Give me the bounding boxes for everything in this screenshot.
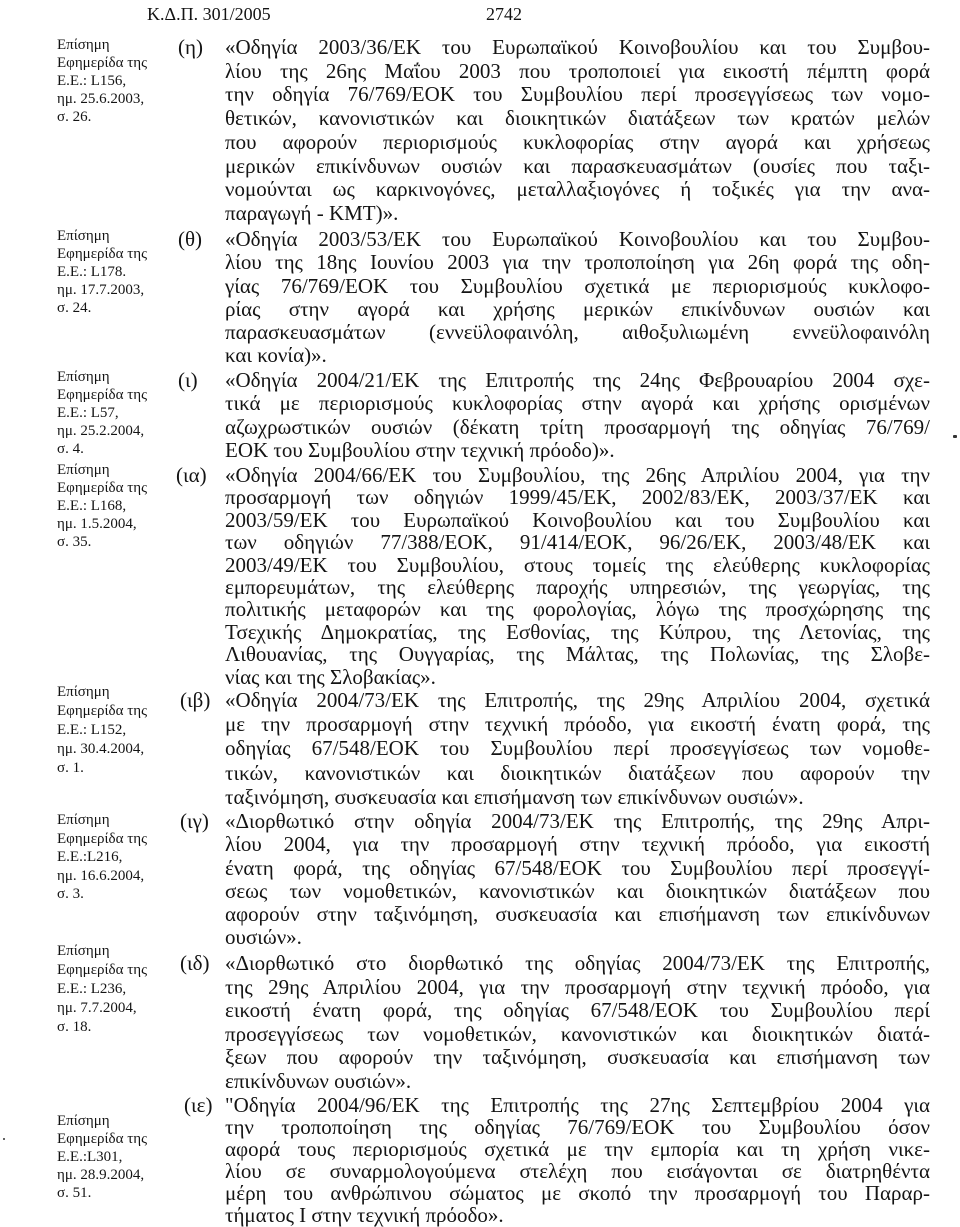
- text-line: εμπορευμάτων, της ελεύθερης παροχής υπηρεσιών, της γεωργίας, της: [225, 575, 930, 600]
- margin-note-line: Εφημερίδα της: [57, 962, 148, 978]
- margin-note-line: Επίσημη: [57, 37, 110, 53]
- text-line: "Οδηγία 2004/96/ΕΚ της Επιτροπής της 27ης Σεπτεμβρίου 2004 για: [225, 1093, 930, 1117]
- margin-note-line: Επίσημη: [57, 943, 110, 959]
- item-label: (θ): [178, 227, 203, 251]
- item-label: (η): [178, 35, 203, 59]
- text-line: που αφορούν περιορισμούς κυκλοφορίας στην αγορά και χρήσεως: [225, 129, 930, 154]
- item-label: (ιδ): [180, 951, 210, 975]
- margin-note-line: Ε.Ε.:L216,: [57, 849, 123, 865]
- text-line: «Διορθωτικό στην οδηγία 2004/73/ΕΚ της Επιτροπής, της 29ης Απρι-: [225, 809, 930, 833]
- margin-note-3: [57, 368, 147, 458]
- text-line: παρασκευασμάτων (εννεϋλοφαινόλη, αιθοξυλιωμένη εννεϋλοφαινόλη: [225, 320, 930, 345]
- margin-note-7: [57, 942, 147, 1037]
- margin-note-line: Επίσημη: [57, 812, 110, 828]
- text-line: ουσιών».: [225, 925, 302, 950]
- item-text: [225, 464, 930, 688]
- text-line: σεως των νομοθετικών, κανονιστικών και διοικητικών διατάξεων που: [225, 878, 930, 903]
- text-line: ταξινόμηση, συσκευασία και επισήμανση των επικίνδυνων ουσιών».: [225, 784, 804, 809]
- margin-note-line: ημ. 30.4.2004,: [57, 741, 145, 757]
- text-line: της 29ης Απριλίου 2004, για την προσαρμογή στην τεχνική πρόοδο, για: [225, 974, 930, 999]
- text-line: την τροποποίηση της οδηγίας 76/769/ΕΟΚ του Συμβουλίου όσον: [225, 1115, 930, 1139]
- margin-note-line: ημ. 7.7.2004,: [57, 1000, 137, 1016]
- item-label: (ιε): [184, 1093, 213, 1117]
- item-label: (ια): [176, 463, 207, 487]
- item-text: [225, 369, 930, 462]
- margin-note-line: σ. 51.: [57, 1185, 92, 1201]
- margin-note-line: ημ. 16.6.2004,: [57, 867, 145, 884]
- running-header-title: Κ.Δ.Π. 301/2005: [147, 4, 271, 24]
- text-line: με την προσαρμογή στην τεχνική πρόοδο, για εικοστή ένατη φορά, της: [225, 712, 930, 737]
- margin-note-line: ημ. 25.2.2004,: [57, 423, 145, 439]
- text-line: αφορούν στην ταξινόμηση, συσκευασία και επισήμανση των επικίνδυνων: [225, 902, 930, 927]
- margin-note-line: ημ. 17.7.2003,: [57, 282, 145, 298]
- text-line: ένατη φορά, της οδηγίας 67/548/ΕΟΚ του Συμβουλίου περί προσεγγί-: [225, 855, 930, 880]
- margin-note-5: [57, 683, 147, 778]
- text-line: νίας και της Σλοβακίας».: [225, 664, 436, 689]
- margin-note-line: Επίσημη: [57, 228, 110, 244]
- text-line: μερικών επικίνδυνων ουσιών και παρασκευασμάτων (ουσίες που ταξι-: [225, 153, 930, 178]
- text-line: προσαρμογή των οδηγιών 1999/45/ΕΚ, 2002/83/ΕΚ, 2003/37/ΕΚ και: [225, 485, 930, 510]
- text-line: γίας 76/769/ΕΟΚ του Συμβουλίου σχετικά με περιορισμούς κυκλοφο-: [225, 273, 930, 298]
- text-line: λίου σε συναρμολογούμενα στελέχη που εισάγονται σε διατρηθέντα: [225, 1159, 930, 1183]
- margin-note-line: σ. 18.: [57, 1019, 92, 1035]
- margin-note-line: Εφημερίδα της: [57, 830, 148, 847]
- text-line: «Οδηγία 2004/21/ΕΚ της Επιτροπής της 24ης Φεβρουαρίου 2004 σχε-: [225, 368, 930, 392]
- text-line: και κονία)».: [225, 343, 327, 368]
- margin-note-1: [57, 36, 147, 126]
- item-text: [225, 1094, 930, 1226]
- margin-note-line: Ε.Ε.:L301,: [57, 1149, 123, 1165]
- item-text: [225, 688, 930, 809]
- margin-note-line: ημ. 28.9.2004,: [57, 1167, 145, 1183]
- text-line: ρίας στην αγορά και χρήσης μερικών επικίνδυνων ουσιών και: [225, 296, 930, 321]
- text-line: λίου 2004, για την προσαρμογή στην τεχνική πρόοδο, για εικοστή: [225, 832, 930, 857]
- margin-note-line: σ. 26.: [57, 109, 92, 125]
- text-line: μέρη του ανθρώπινου σώματος με σκοπό την προσαρμογή του Παραρ-: [225, 1181, 930, 1205]
- text-line: τικά με περιορισμούς κυκλοφορίας στην αγορά και χρήσης ορισμένων: [225, 391, 930, 416]
- item-text: [225, 810, 930, 950]
- margin-note-8: [57, 1112, 147, 1202]
- margin-note-line: Επίσημη: [57, 1113, 110, 1129]
- margin-note-6: [57, 811, 147, 904]
- item-text: [225, 228, 930, 368]
- margin-note-line: ημ. 25.6.2003,: [57, 91, 145, 107]
- text-line: οδηγίας 67/548/ΕΟΚ του Συμβουλίου περί προσεγγίσεως των νομοθε-: [225, 736, 930, 761]
- text-line: Λιθουανίας, της Ουγγαρίας, της Μάλτας, της Πολωνίας, της Σλοβε-: [225, 642, 930, 667]
- text-line: ΕΟΚ του Συμβουλίου στην τεχνική πρόοδο)».: [225, 437, 615, 462]
- item-text: [225, 36, 930, 226]
- text-line: εικοστή ένατη φορά, της οδηγίας 67/548/ΕΟΚ του Συμβουλίου περί: [225, 998, 930, 1023]
- text-line: πολιτικής μεταφορών και της φορολογίας, λόγω της προσχώρησης της: [225, 597, 930, 622]
- margin-note-2: [57, 227, 147, 317]
- item-text: [225, 952, 930, 1094]
- scan-speck: [3, 1138, 5, 1140]
- margin-note-line: Ε.Ε.: L236,: [57, 981, 127, 997]
- margin-note-line: Εφημερίδα της: [57, 55, 148, 71]
- margin-note-line: σ. 4.: [57, 441, 84, 457]
- margin-note-line: Ε.Ε.: L156,: [57, 73, 127, 89]
- text-line: θετικών, κανονιστικών και διοικητικών διατάξεων των κρατών μελών: [225, 106, 930, 131]
- margin-note-line: Επίσημη: [57, 369, 110, 385]
- text-line: ξεων που αφορούν την ταξινόμηση, συσκευασία και επισήμανση των: [225, 1045, 930, 1070]
- text-line: παραγωγή - ΚΜΤ)».: [225, 200, 399, 225]
- margin-note-line: σ. 35.: [57, 534, 92, 550]
- text-line: αφορά τους περιορισμούς σχετικά με την εμπορία και τη χρήση νικε-: [225, 1137, 930, 1161]
- text-line: τήματος Ι στην τεχνική πρόοδο».: [225, 1203, 504, 1227]
- scan-speck: [953, 435, 957, 438]
- text-line: την οδηγία 76/769/ΕΟΚ του Συμβουλίου περί προσεγγίσεως των νομο-: [225, 82, 930, 107]
- page-number: 2742: [486, 4, 522, 24]
- text-line: «Οδηγία 2004/66/ΕΚ του Συμβουλίου, της 26ης Απριλίου 2004, για την: [225, 463, 930, 487]
- item-label: (ι): [178, 368, 198, 392]
- text-line: λίου της 18ης Ιουνίου 2003 για την τροποποίηση για 26η φορά της οδη-: [225, 250, 930, 275]
- text-line: προσεγγίσεως των νομοθετικών, κανονιστικών και διοικητικών διατά-: [225, 1021, 930, 1046]
- margin-note-line: Εφημερίδα της: [57, 387, 148, 403]
- margin-note-line: Εφημερίδα της: [57, 480, 148, 496]
- text-line: αζωχρωστικών ουσιών (δέκατη τρίτη προσαρμογή της οδηγίας 76/769/: [225, 414, 930, 439]
- margin-note-line: Ε.Ε.: L152,: [57, 722, 127, 738]
- text-line: των οδηγιών 77/388/ΕΟΚ, 91/414/ΕΟΚ, 96/26/ΕΚ, 2003/48/ΕΚ και: [225, 530, 930, 555]
- margin-note-line: σ. 24.: [57, 300, 92, 316]
- text-line: λίου της 26ης Μαΐου 2003 που τροποποιεί για εικοστή πέμπτη φορά: [225, 58, 930, 83]
- text-line: 2003/49/ΕΚ του Συμβουλίου, στους τομείς της ελεύθερης κυκλοφορίας: [225, 552, 930, 577]
- margin-note-4: [57, 461, 147, 551]
- margin-note-line: Ε.Ε.: L178.: [57, 264, 127, 280]
- margin-note-line: Εφημερίδα της: [57, 1131, 148, 1147]
- text-line: «Οδηγία 2003/36/ΕΚ του Ευρωπαϊκού Κοινοβουλίου και του Συμβου-: [225, 35, 930, 59]
- margin-note-line: Επίσημη: [57, 684, 110, 700]
- text-line: «Οδηγία 2004/73/ΕΚ της Επιτροπής, της 29ης Απριλίου 2004, σχετικά: [225, 688, 930, 712]
- margin-note-line: Ε.Ε.: L57,: [57, 405, 119, 421]
- margin-note-line: Επίσημη: [57, 462, 110, 478]
- text-line: επικίνδυνων ουσιών».: [225, 1068, 412, 1093]
- text-line: «Οδηγία 2003/53/ΕΚ του Ευρωπαϊκού Κοινοβουλίου και του Συμβου-: [225, 227, 930, 251]
- item-label: (ιβ): [180, 688, 211, 712]
- text-line: Τσεχικής Δημοκρατίας, της Εσθονίας, της Κύπρου, της Λετονίας, της: [225, 619, 930, 644]
- margin-note-line: ημ. 1.5.2004,: [57, 516, 137, 532]
- text-line: 2003/59/ΕΚ του Ευρωπαϊκού Κοινοβουλίου και του Συμβουλίου και: [225, 507, 930, 532]
- text-line: «Διορθωτικό στο διορθωτικό της οδηγίας 2004/73/ΕΚ της Επιτροπής,: [225, 951, 930, 975]
- margin-note-line: Εφημερίδα της: [57, 246, 148, 262]
- text-line: νομούνται ως καρκινογόνες, μεταλλαξιογόνες ή τοξικές για την ανα-: [225, 177, 930, 202]
- text-line: τικών, κανονιστικών και διοικητικών διατάξεων που αφορούν την: [225, 760, 930, 785]
- margin-note-line: σ. 3.: [57, 886, 84, 902]
- margin-note-line: Εφημερίδα της: [57, 703, 148, 719]
- margin-note-line: σ. 1.: [57, 760, 84, 776]
- item-label: (ιγ): [180, 809, 209, 833]
- margin-note-line: Ε.Ε.: L168,: [57, 498, 127, 514]
